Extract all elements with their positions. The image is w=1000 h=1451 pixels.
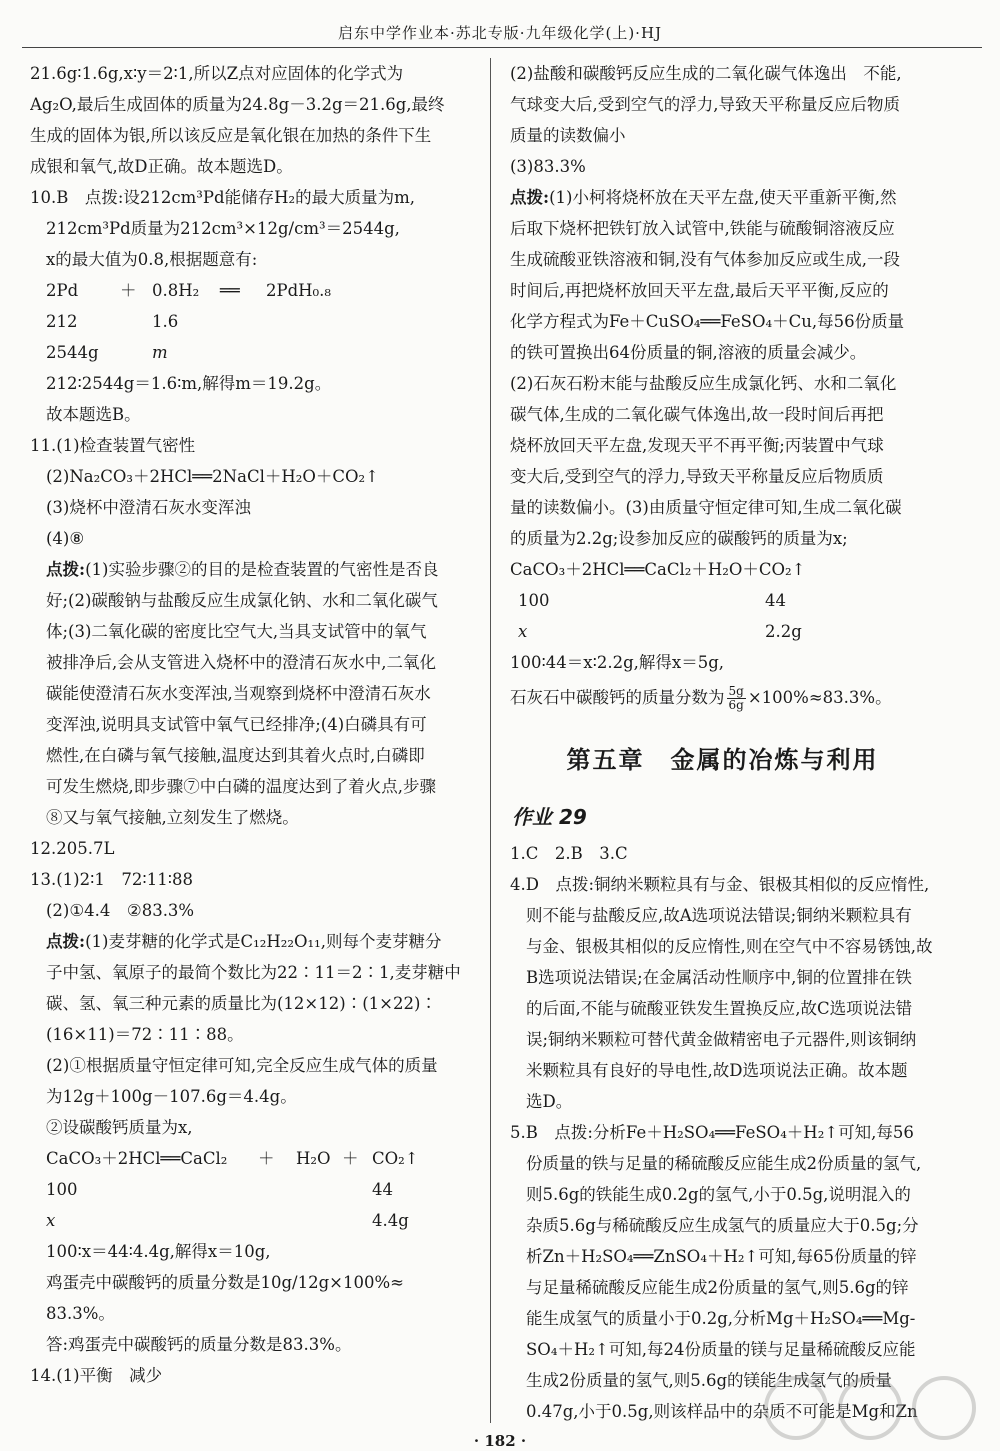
eq-term: ＋	[342, 1149, 359, 1168]
homework-heading: 作业 29	[512, 805, 587, 829]
text-line: (16×11)＝72∶11∶88。	[46, 1025, 244, 1044]
text-line: 质量的读数偏小	[510, 126, 626, 145]
eq-term: CO₂↑	[372, 1149, 419, 1168]
running-header: 启东中学作业本·苏北专版·九年级化学(上)·HJ	[337, 24, 663, 42]
text-line: x的最大值为0.8,根据题意有:	[46, 250, 258, 269]
text-line: 与足量稀硫酸反应能生成2份质量的氢气,则5.6g的锌	[526, 1278, 909, 1297]
text-line: 则5.6g的铁能生成0.2g的氢气,小于0.5g,说明混入的	[526, 1185, 911, 1204]
text-line: 83.3%。	[46, 1304, 115, 1323]
text-line: 量的读数偏小。(3)由质量守恒定律可知,生成二氧化碳	[510, 498, 902, 517]
text-line: (2)①根据质量守恒定律可知,完全反应生成气体的质量	[46, 1056, 438, 1075]
text-line: (4)⑧	[46, 529, 85, 548]
text-line: 答:鸡蛋壳中碳酸钙的质量分数是83.3%。	[46, 1335, 352, 1354]
text-line: 的质量为2.2g;设参加反应的碳酸钙的质量为x;	[510, 529, 848, 548]
text-line: SO₄＋H₂↑可知,每24份质量的镁与足量稀硫酸反应能	[526, 1340, 916, 1359]
eq-term: 1.6	[152, 312, 179, 331]
eq-term: 2Pd	[46, 281, 79, 300]
text-line: 1.C 2.B 3.C	[510, 844, 628, 863]
text-line: 子中氢、氧原子的最简个数比为22∶11＝2∶1,麦芽糖中	[46, 963, 461, 982]
text-line: 选D。	[526, 1092, 573, 1111]
fraction-denominator: 6g	[728, 698, 744, 712]
equation-ratio-row	[510, 616, 935, 647]
text-line: 碳、氢、氧三种元素的质量比为(12×12)∶(1×22)∶	[46, 994, 437, 1013]
text-line: 可发生燃烧,即步骤⑦中白磷的温度达到了着火点,步骤	[46, 777, 436, 796]
answer-5-line: 5.B 点拨:分析Fe＋H₂SO₄══FeSO₄＋H₂↑可知,每56	[510, 1123, 914, 1142]
text-line: 212∶2544g＝1.6∶m,解得m＝19.2g。	[46, 374, 332, 393]
text-line: 212cm³Pd质量为212cm³×12g/cm³＝2544g,	[46, 219, 400, 238]
text-line: 析Zn＋H₂SO₄══ZnSO₄＋H₂↑可知,每65份质量的锌	[526, 1247, 917, 1266]
watermark-circle	[914, 1378, 974, 1438]
text-line: 与金、银极其相似的反应惰性,则在空气中不容易锈蚀,故	[526, 937, 933, 956]
text-line: 体;(3)二氧化碳的密度比空气大,当具支试管中的氧气	[46, 622, 427, 641]
eq-term: ══	[220, 281, 240, 300]
hint-text: (1)实验步骤②的目的是检查装置的气密性是否良	[85, 560, 439, 579]
eq-term: m	[152, 343, 168, 362]
equation-ratio-row	[30, 337, 474, 368]
text-line: (2)石灰石粉末能与盐酸反应生成氯化钙、水和二氧化	[510, 374, 897, 393]
text-line: ⑧又与氧气接触,立刻发生了燃烧。	[46, 808, 299, 827]
equation-ratio-row	[30, 306, 474, 337]
text-line: 变浑浊,说明具支试管中氧气已经排净;(4)白磷具有可	[46, 715, 427, 734]
text-line: 则不能与盐酸反应,故A选项说法错误;铜纳米颗粒具有	[526, 906, 912, 925]
text-line: 米颗粒具有良好的导电性,故D选项说法正确。故本题	[526, 1061, 908, 1080]
eq-term: x	[518, 622, 528, 641]
text-line: 的铁可置换出64份质量的铜,溶液的质量会减少。	[510, 343, 867, 362]
answer-14-line: 14.(1)平衡 减少	[30, 1366, 163, 1385]
hint-label: 点拨:	[510, 188, 550, 207]
equation-ratio-row	[510, 585, 935, 616]
text-line: 0.47g,小于0.5g,则该样品中的杂质不可能是Mg和Zn	[526, 1402, 918, 1421]
text-line	[510, 182, 935, 213]
text-line: 变大后,受到空气的浮力,导致天平称量反应后物质质	[510, 467, 884, 486]
eq-term: 44	[372, 1180, 393, 1199]
text-line: (3)烧杯中澄清石灰水变浑浊	[46, 498, 251, 517]
text-line: 碳能使澄清石灰水变浑浊,当观察到烧杯中澄清石灰水	[46, 684, 431, 703]
header-rule	[22, 47, 982, 48]
text-line: 杂质5.6g与稀硫酸反应生成氢气的质量应大于0.5g;分	[526, 1216, 919, 1235]
answer-13-line: 13.(1)2∶1 72∶11∶88	[30, 870, 193, 889]
fraction	[727, 685, 746, 712]
eq-term: 212	[46, 312, 78, 331]
equation-ratio-row	[30, 1205, 474, 1236]
column-divider	[490, 58, 491, 1423]
eq-term: H₂O	[296, 1149, 331, 1168]
watermark-circle	[766, 1378, 826, 1438]
equation-q10	[30, 275, 474, 306]
answer-4-line: 4.D 点拨:铜纳米颗粒具有与金、银极其相似的反应惰性,	[510, 875, 930, 894]
text-line: 生成硫酸亚铁溶液和铜,没有气体参加反应或生成,一段	[510, 250, 900, 269]
fraction-numerator: 5g	[728, 684, 744, 698]
text-line: B选项说法错误;在金属活动性顺序中,铜的位置排在铁	[526, 968, 912, 987]
text-line	[30, 554, 474, 585]
text-span: 石灰石中碳酸钙的质量分数为	[510, 688, 725, 707]
left-column	[30, 58, 474, 1391]
eq-term: 2PdH₀.₈	[266, 281, 332, 300]
hint-label: 点拨:	[46, 932, 86, 951]
text-line: 时间后,再把烧杯放回天平左盘,最后天平平衡,反应的	[510, 281, 889, 300]
text-line: (3)83.3%	[510, 157, 586, 176]
text-line: Ag₂O,最后生成固体的质量为24.8g－3.2g＝21.6g,最终	[30, 95, 445, 114]
eq-term: CaCO₃＋2HCl══CaCl₂	[46, 1149, 228, 1168]
text-line: 故本题选B。	[46, 405, 141, 424]
text-line: ②设碳酸钙质量为x,	[46, 1118, 193, 1137]
equation-line: CaCO₃＋2HCl══CaCl₂＋H₂O＋CO₂↑	[510, 560, 806, 579]
text-line: (2)盐酸和碳酸钙反应生成的二氧化碳气体逸出 不能,	[510, 64, 902, 83]
hint-text: (1)麦芽糖的化学式是C₁₂H₂₂O₁₁,则每个麦芽糖分	[85, 932, 442, 951]
text-line: 燃性,在白磷与氧气接触,温度达到其着火点时,白磷即	[46, 746, 425, 765]
text-line: (2)①4.4 ②83.3%	[46, 901, 195, 920]
text-line: 被排净后,会从支管进入烧杯中的澄清石灰水中,二氧化	[46, 653, 436, 672]
text-line: 生成的固体为银,所以该反应是氧化银在加热的条件下生	[30, 126, 432, 145]
equation-q13	[30, 1143, 474, 1174]
answer-11-line: 11.(1)检查装置气密性	[30, 436, 196, 455]
text-line: 烧杯放回天平左盘,发现天平不再平衡;丙装置中气球	[510, 436, 884, 455]
text-line: 的后面,不能与硫酸亚铁发生置换反应,故C选项说法错	[526, 999, 913, 1018]
answer-10-line: 10.B 点拨:设212cm³Pd能储存H₂的最大质量为m,	[30, 188, 415, 207]
eq-term: 4.4g	[372, 1211, 409, 1230]
text-line	[30, 926, 474, 957]
text-line: 为12g＋100g－107.6g＝4.4g。	[46, 1087, 297, 1106]
text-line: 气球变大后,受到空气的浮力,导致天平称量反应后物质	[510, 95, 900, 114]
text-line-fraction	[510, 678, 935, 718]
hint-text: (1)小柯将烧杯放在天平左盘,使天平重新平衡,然	[549, 188, 897, 207]
text-line: 21.6g∶1.6g,x∶y＝2∶1,所以Z点对应固体的化学式为	[30, 64, 404, 83]
eq-term: 2.2g	[765, 622, 802, 641]
eq-term: ＋	[120, 281, 137, 300]
text-line: (2)Na₂CO₃＋2HCl══2NaCl＋H₂O＋CO₂↑	[46, 467, 379, 486]
text-line: 后取下烧杯把铁钉放入试管中,铁能与硫酸铜溶液反应	[510, 219, 895, 238]
text-line: 成银和氧气,故D正确。故本题选D。	[30, 157, 293, 176]
eq-term: x	[46, 1211, 56, 1230]
eq-term: 0.8H₂	[152, 281, 200, 300]
eq-term: 100	[518, 591, 550, 610]
text-line: 100∶44＝x∶2.2g,解得x＝5g,	[510, 653, 725, 672]
page-number: · 182 ·	[473, 1432, 527, 1450]
chapter-title: 第五章 金属的冶炼与利用	[566, 745, 879, 774]
eq-term: ＋	[258, 1149, 275, 1168]
text-span: ×100%≈83.3%。	[747, 688, 892, 707]
right-column	[510, 58, 935, 1427]
answer-12-line: 12.205.7L	[30, 839, 115, 858]
text-line: 100∶x＝44∶4.4g,解得x＝10g,	[46, 1242, 271, 1261]
text-line: 误;铜纳米颗粒可替代黄金做精密电子元器件,则该铜纳	[526, 1030, 917, 1049]
watermark-circle	[840, 1378, 900, 1438]
text-line: 好;(2)碳酸钠与盐酸反应生成氯化钠、水和二氧化碳气	[46, 591, 438, 610]
text-line: 份质量的铁与足量的稀硫酸反应能生成2份质量的氢气,	[526, 1154, 922, 1173]
eq-term: 2544g	[46, 343, 99, 362]
hint-label: 点拨:	[46, 560, 86, 579]
text-line: 生成2份质量的氢气,则5.6g的镁能生成氢气的质量	[526, 1371, 893, 1390]
text-line: 碳气体,生成的二氧化碳气体逸出,故一段时间后再把	[510, 405, 884, 424]
eq-term: 100	[46, 1180, 78, 1199]
text-line: 鸡蛋壳中碳酸钙的质量分数是10g/12g×100%≈	[46, 1273, 404, 1292]
eq-term: 44	[765, 591, 786, 610]
text-line: 化学方程式为Fe＋CuSO₄══FeSO₄＋Cu,每56份质量	[510, 312, 905, 331]
text-line: 能生成氢气的质量小于0.2g,分析Mg＋H₂SO₄══Mg-	[526, 1309, 916, 1328]
equation-ratio-row	[30, 1174, 474, 1205]
